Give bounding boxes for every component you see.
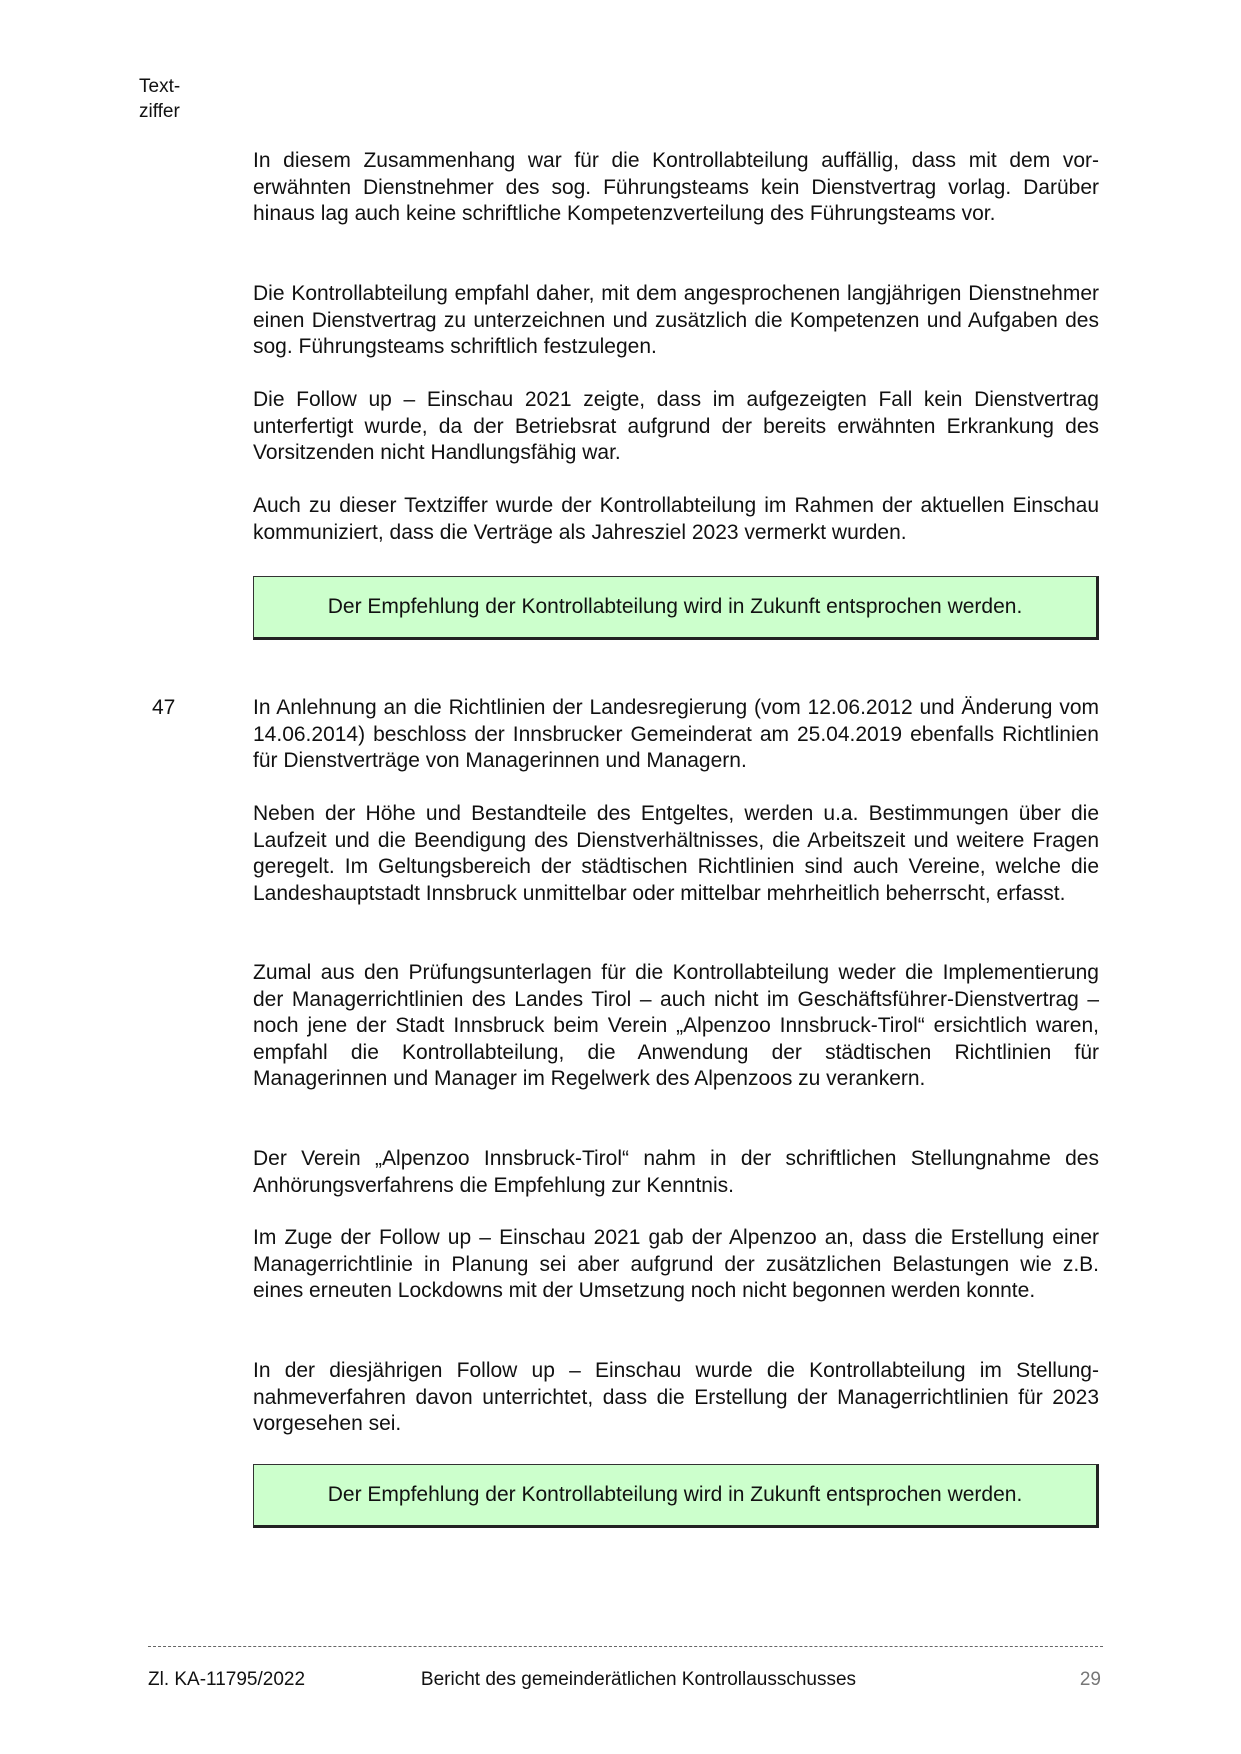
recommendation-box	[253, 576, 1099, 640]
paragraph: Die Kontrollabteilung empfahl daher, mit dem angesprochenen langjährigen Dienstnehmer einen Dienstvertrag zu unterzeichnen und zusätzlich die Kompetenzen und Aufgaben des sog. Führungsteams schriftlich festzulegen.	[253, 282, 1099, 358]
recommendation-text: Der Empfehlung der Kontrollabteilung wird in Zukunft entsprochen werden.	[327, 595, 1023, 618]
footer-reference: Zl. KA-11795/2022	[148, 1669, 306, 1690]
paragraph: Neben der Höhe und Bestandteile des Entgeltes, werden u.a. Bestimmungen über die Laufzeit und die Beendigung des Dienstverhältnisses, die Arbeitszeit und weitere Fragen geregelt. Im Geltungsbereich der städtischen Richtlinien sind auch Vereine, welche die Landeshauptstadt Innsbruck unmittelbar oder mittelbar mehrheitlich beherrscht, erfasst.	[253, 802, 1099, 905]
footer-divider	[148, 1646, 1103, 1647]
paragraph: Der Verein „Alpenzoo Innsbruck-Tirol“ nahm in der schriftlichen Stellungnahme des Anhörungsverfahrens die Empfehlung zur Kenntnis.	[253, 1147, 1099, 1197]
paragraph: In Anlehnung an die Richtlinien der Landesregierung (vom 12.06.2012 und Änderung vom 14.06.2014) beschloss der Innsbrucker Gemeinderat am 25.04.2019 ebenfalls Richtlinien für Dienstverträge von Managerinnen und Managern.	[253, 696, 1099, 772]
footer-title: Bericht des gemeinderätlichen Kontrollausschusses	[420, 1669, 857, 1690]
paragraph: Im Zuge der Follow up – Einschau 2021 gab der Alpenzoo an, dass die Erstellung einer Managerrichtlinie in Planung sei aber aufgrund der zusätzlichen Belastungen wie z.B. eines erneuten Lockdowns mit der Umsetzung noch nicht begonnen werden konnte.	[253, 1226, 1099, 1302]
paragraph: In diesem Zusammenhang war für die Kontrollabteilung auffällig, dass mit dem vorerwähnten Dienstnehmer des sog. Führungsteams kein Dienstvertrag vorlag. Darüber hinaus lag auch keine schriftliche Kompetenzverteilung des Führungsteams vor.	[253, 149, 1099, 225]
paragraph: Die Follow up – Einschau 2021 zeigte, dass im aufgezeigten Fall kein Dienstvertrag unterfertigt wurde, da der Betriebsrat aufgrund der bereits erwähnten Erkrankung des Vorsitzenden nicht Handlungsfähig war.	[253, 388, 1099, 464]
recommendation-text: Der Empfehlung der Kontrollabteilung wird in Zukunft entsprochen werden.	[327, 1483, 1023, 1506]
recommendation-box	[253, 1464, 1099, 1528]
paragraph: Auch zu dieser Textziffer wurde der Kontrollabteilung im Rahmen der aktuellen Einschau kommuniziert, dass die Verträge als Jahresziel 2023 vermerkt wurden.	[253, 494, 1099, 544]
page-number: 29	[1079, 1669, 1101, 1690]
margin-label-textziffer: Text- ziffer	[139, 76, 181, 122]
paragraph: In der diesjährigen Follow up – Einschau wurde die Kontrollabteilung im Stellungnahmeverfahren davon unterrichtet, dass die Erstellung der Managerrichtlinien für 2023 vorgesehen sei.	[253, 1359, 1099, 1435]
paragraph: Zumal aus den Prüfungsunterlagen für die Kontrollabteilung weder die Implementierung der Managerrichtlinien des Landes Tirol – auch nicht im Geschäftsführer-Dienstvertrag – noch jene der Stadt Innsbruck beim Verein „Alpenzoo Innsbruck-Tirol“ ersichtlich waren, empfahl die Kontrollabteilung, die Anwendung der städtischen Richtlinien für Managerinnen und Manager im Regelwerk des Alpenzoos zu verankern.	[253, 961, 1099, 1090]
textziffer-number: 47	[152, 696, 176, 719]
